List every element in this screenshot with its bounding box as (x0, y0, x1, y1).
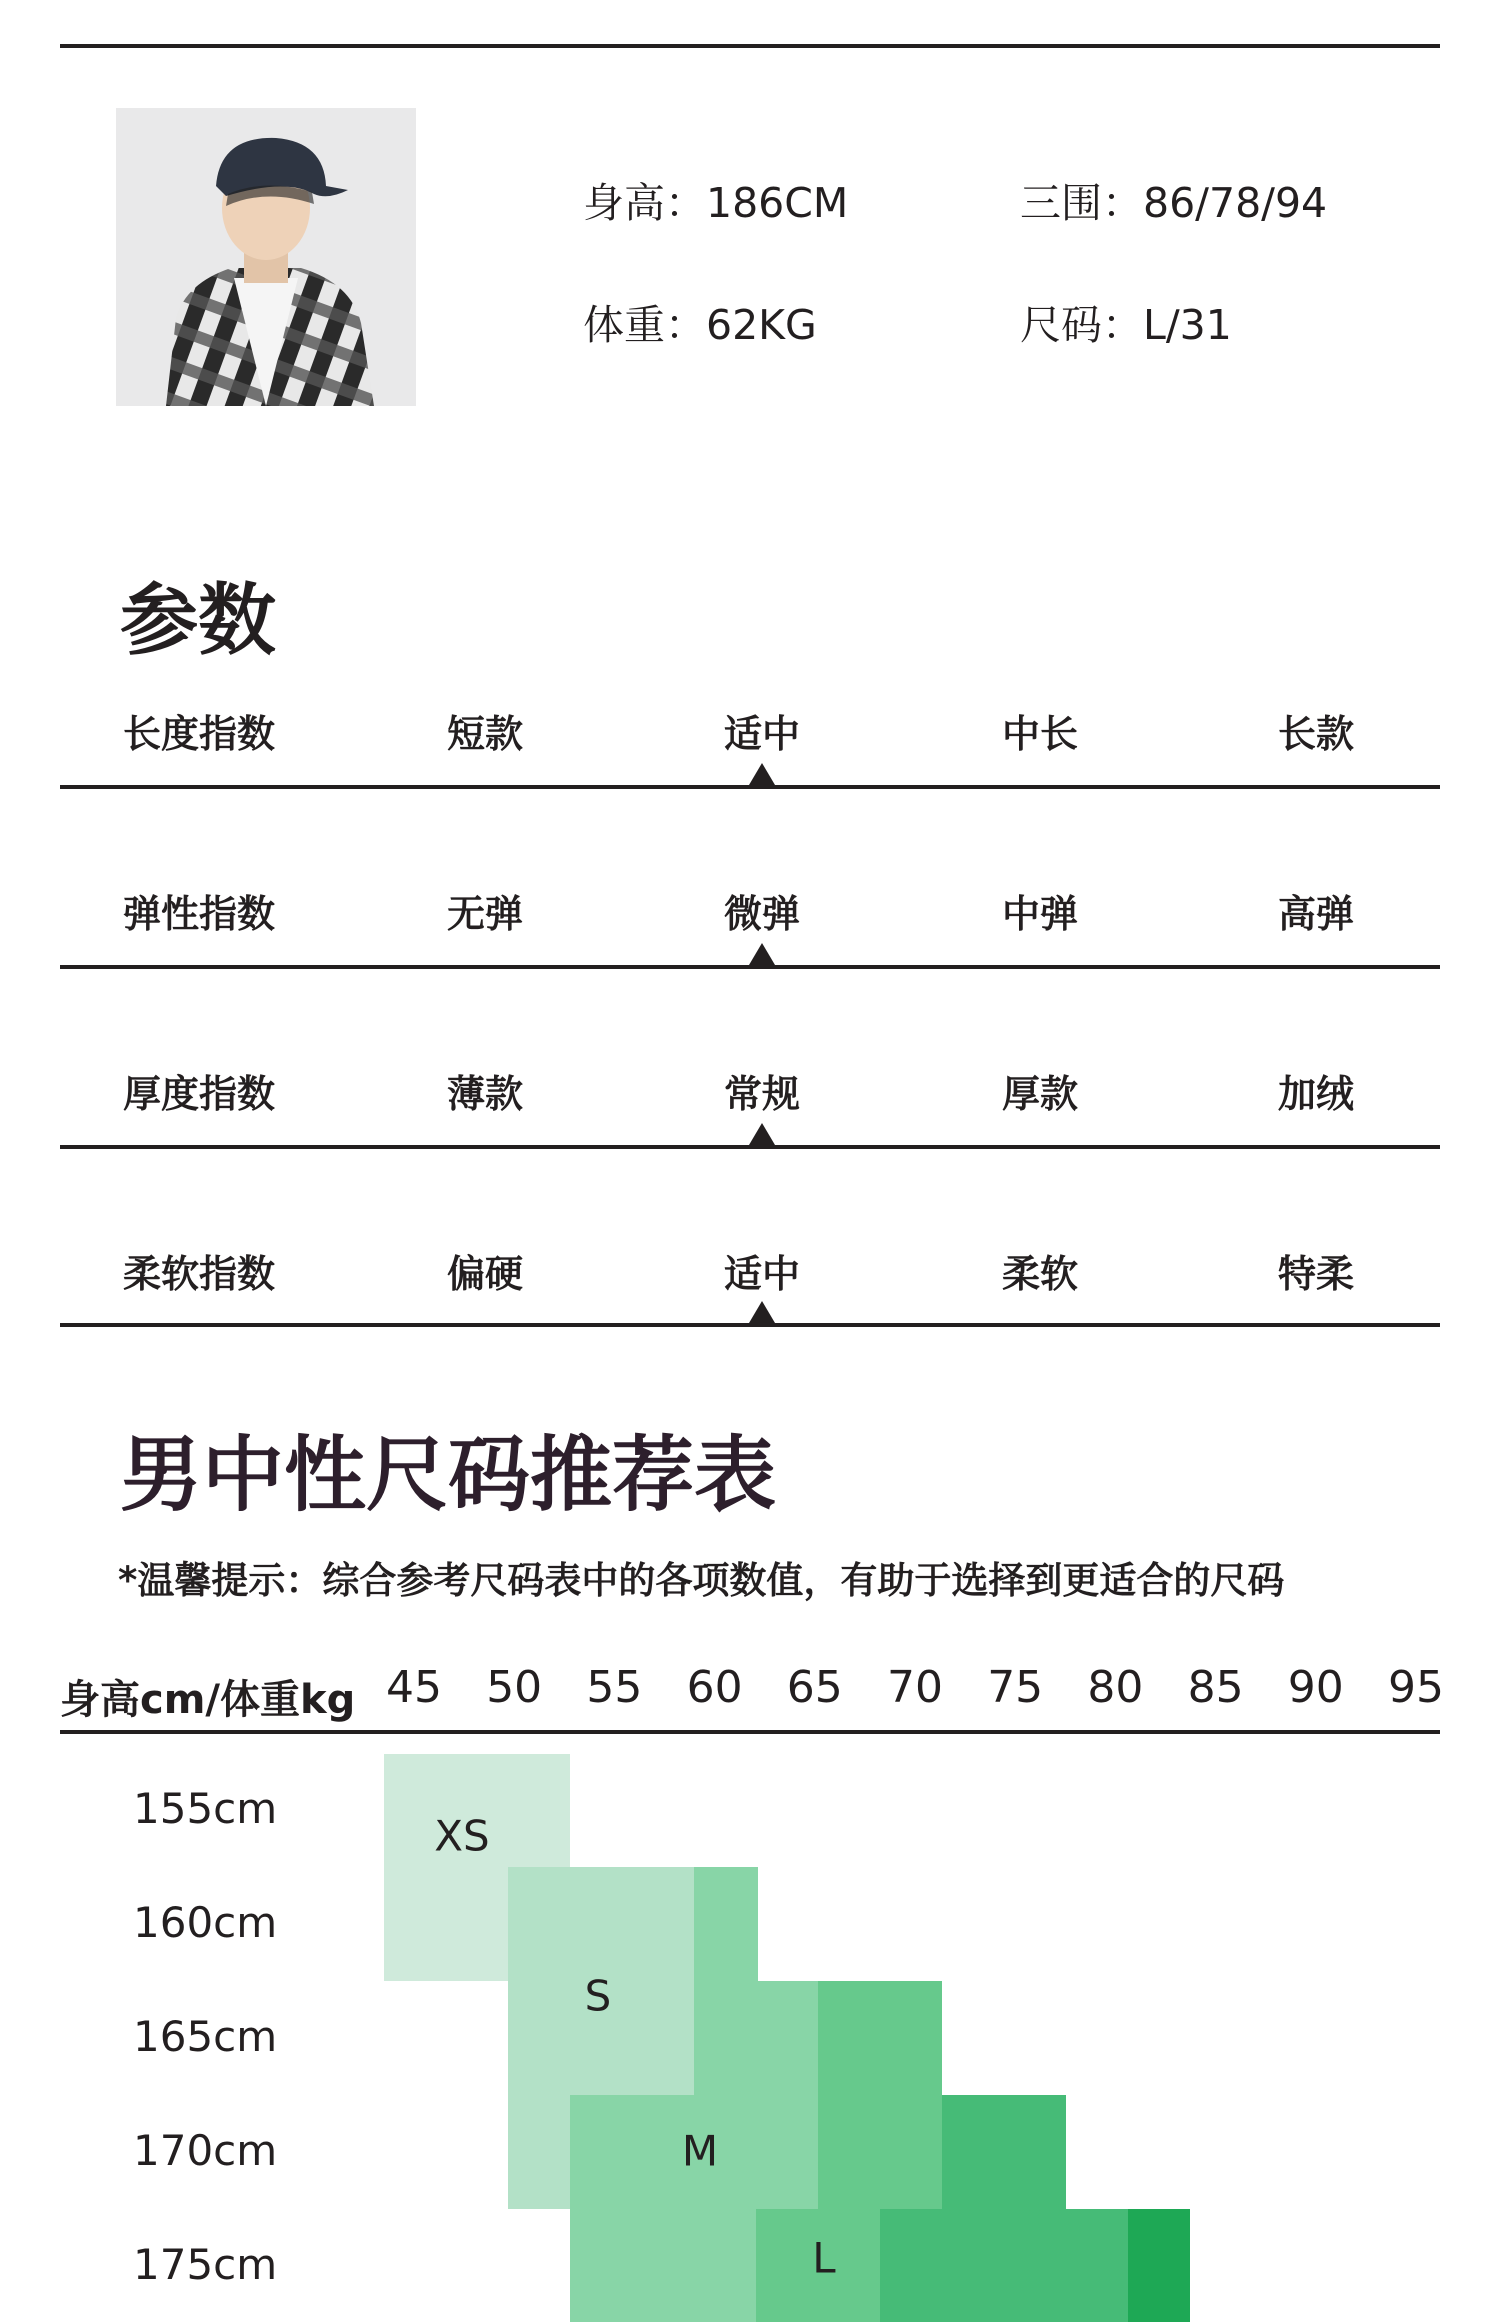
param-option: 中弹 (1001, 892, 1079, 936)
size-region-m (694, 1981, 818, 2095)
size-region-m (570, 2209, 756, 2322)
weight-column-header: 85 (1187, 1662, 1244, 1713)
param-option: 常规 (723, 1072, 801, 1116)
param-divider (60, 965, 1440, 969)
height-row-label: 175cm (133, 2240, 278, 2289)
param-option: 柔软 (1001, 1252, 1079, 1296)
size-chart-tip: *温馨提示：综合参考尺码表中的各项数值，有助于选择到更适合的尺码 (118, 1559, 1285, 1602)
weight-column-header: 95 (1388, 1662, 1444, 1713)
weight-column-header: 45 (386, 1662, 442, 1713)
weight-column-header: 70 (887, 1662, 943, 1713)
params-title: 参数 (120, 576, 277, 666)
selected-indicator-icon (749, 943, 775, 965)
param-option: 厚款 (1001, 1072, 1079, 1116)
param-option: 高弹 (1277, 892, 1355, 936)
weight-column-header: 75 (987, 1662, 1044, 1713)
size-chart-title: 男中性尺码推荐表 (120, 1428, 777, 1523)
height-row-label: 155cm (133, 1784, 278, 1833)
model-measurements: 三围：86/78/94 (1020, 179, 1328, 227)
size-label-s: S (584, 1971, 612, 2021)
size-region-xxl (1128, 2209, 1190, 2322)
model-height: 身高：186CM (583, 179, 849, 227)
weight-column-header: 60 (686, 1662, 743, 1713)
param-option: 短款 (446, 712, 524, 756)
weight-column-header: 80 (1087, 1662, 1144, 1713)
param-option: 偏硬 (446, 1252, 524, 1296)
size-label-xs: XS (434, 1811, 490, 1861)
size-region-xl (942, 2095, 1066, 2209)
weight-column-header: 90 (1287, 1662, 1344, 1713)
model-weight: 体重：62KG (583, 301, 817, 349)
size-label-l: L (812, 2233, 836, 2283)
size-label-m: M (681, 2126, 719, 2176)
param-option: 加绒 (1277, 1072, 1355, 1116)
size-region-m (694, 1867, 758, 1981)
size-chart-header-label: 身高cm/体重kg (60, 1677, 356, 1723)
model-size: 尺码：L/31 (1020, 301, 1232, 349)
param-label: 厚度指数 (123, 1072, 276, 1116)
size-chart-header-divider (60, 1730, 1440, 1734)
param-divider (60, 1145, 1440, 1149)
size-region-l (818, 1981, 942, 2209)
selected-indicator-icon (749, 1123, 775, 1145)
param-divider (60, 1323, 1440, 1327)
selected-indicator-icon (749, 1301, 775, 1323)
param-option: 中长 (1001, 712, 1079, 756)
weight-column-header: 50 (486, 1662, 543, 1713)
param-label: 弹性指数 (123, 892, 276, 936)
param-option: 薄款 (446, 1072, 524, 1116)
param-option: 特柔 (1277, 1252, 1355, 1296)
param-option: 无弹 (446, 892, 524, 936)
param-option: 适中 (723, 1252, 801, 1296)
size-region-xl (880, 2209, 1128, 2322)
param-option: 适中 (723, 712, 801, 756)
param-label: 长度指数 (123, 712, 276, 756)
height-row-label: 160cm (133, 1898, 278, 1947)
model-photo (116, 108, 416, 406)
top-divider (60, 44, 1440, 48)
param-label: 柔软指数 (123, 1252, 276, 1296)
param-option: 长款 (1277, 712, 1355, 756)
weight-column-header: 55 (586, 1662, 643, 1713)
param-option: 微弹 (723, 892, 801, 936)
weight-column-header: 65 (786, 1662, 843, 1713)
height-row-label: 165cm (133, 2012, 278, 2061)
selected-indicator-icon (749, 763, 775, 785)
height-row-label: 170cm (133, 2126, 278, 2175)
param-divider (60, 785, 1440, 789)
